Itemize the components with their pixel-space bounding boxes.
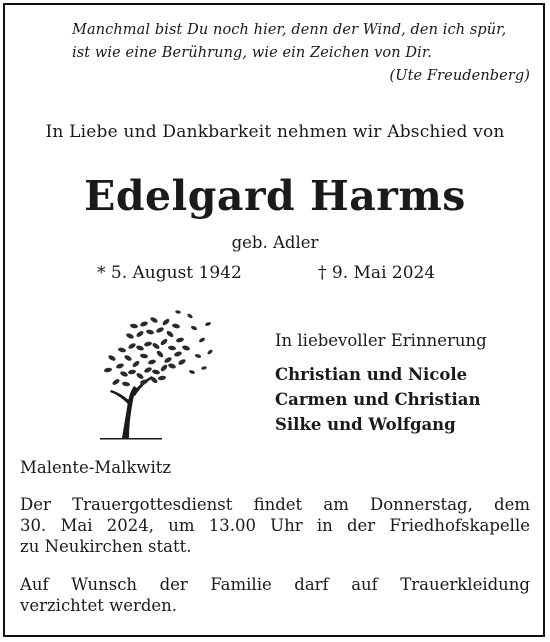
mourners-list	[275, 362, 480, 437]
deceased-name: Edelgard Harms	[84, 172, 466, 220]
service-line-2: 30. Mai 2024, um 13.00 Uhr in der Friedhofskapelle	[20, 516, 530, 535]
service-line-3: zu Neukirchen statt.	[20, 537, 192, 556]
birth-date: * 5. August 1942	[97, 263, 242, 283]
windblown-tree-icon	[82, 306, 218, 440]
service-line-1: Der Trauergottesdienst findet am Donnerstag, dem	[20, 495, 530, 514]
clothing-line-2: verzichtet werden.	[20, 596, 178, 615]
mourner-name: Carmen und Christian	[275, 390, 481, 409]
mourning-attire-paragraph	[20, 574, 530, 616]
mourner-name: Christian und Nicole	[275, 365, 468, 384]
location-text: Malente-Malkwitz	[20, 458, 172, 477]
quote-line-2: ist wie eine Berührung, wie ein Zeichen von Dir.	[72, 45, 433, 61]
quote-author: (Ute Freudenberg)	[389, 68, 530, 84]
funeral-service-paragraph	[20, 494, 530, 557]
farewell-intro: In Liebe und Dankbarkeit nehmen wir Abschied von	[45, 122, 505, 142]
remembrance-heading: In liebevoller Erinnerung	[275, 331, 487, 350]
mourner-name: Silke und Wolfgang	[275, 415, 456, 434]
memorial-quote	[72, 19, 530, 88]
clothing-line-1: Auf Wunsch der Familie darf auf Trauerkleidung	[20, 575, 530, 594]
birth-name: geb. Adler	[231, 233, 319, 252]
quote-line-1: Manchmal bist Du noch hier, denn der Wind, den ich spür,	[72, 22, 507, 38]
death-date: † 9. Mai 2024	[318, 263, 436, 283]
